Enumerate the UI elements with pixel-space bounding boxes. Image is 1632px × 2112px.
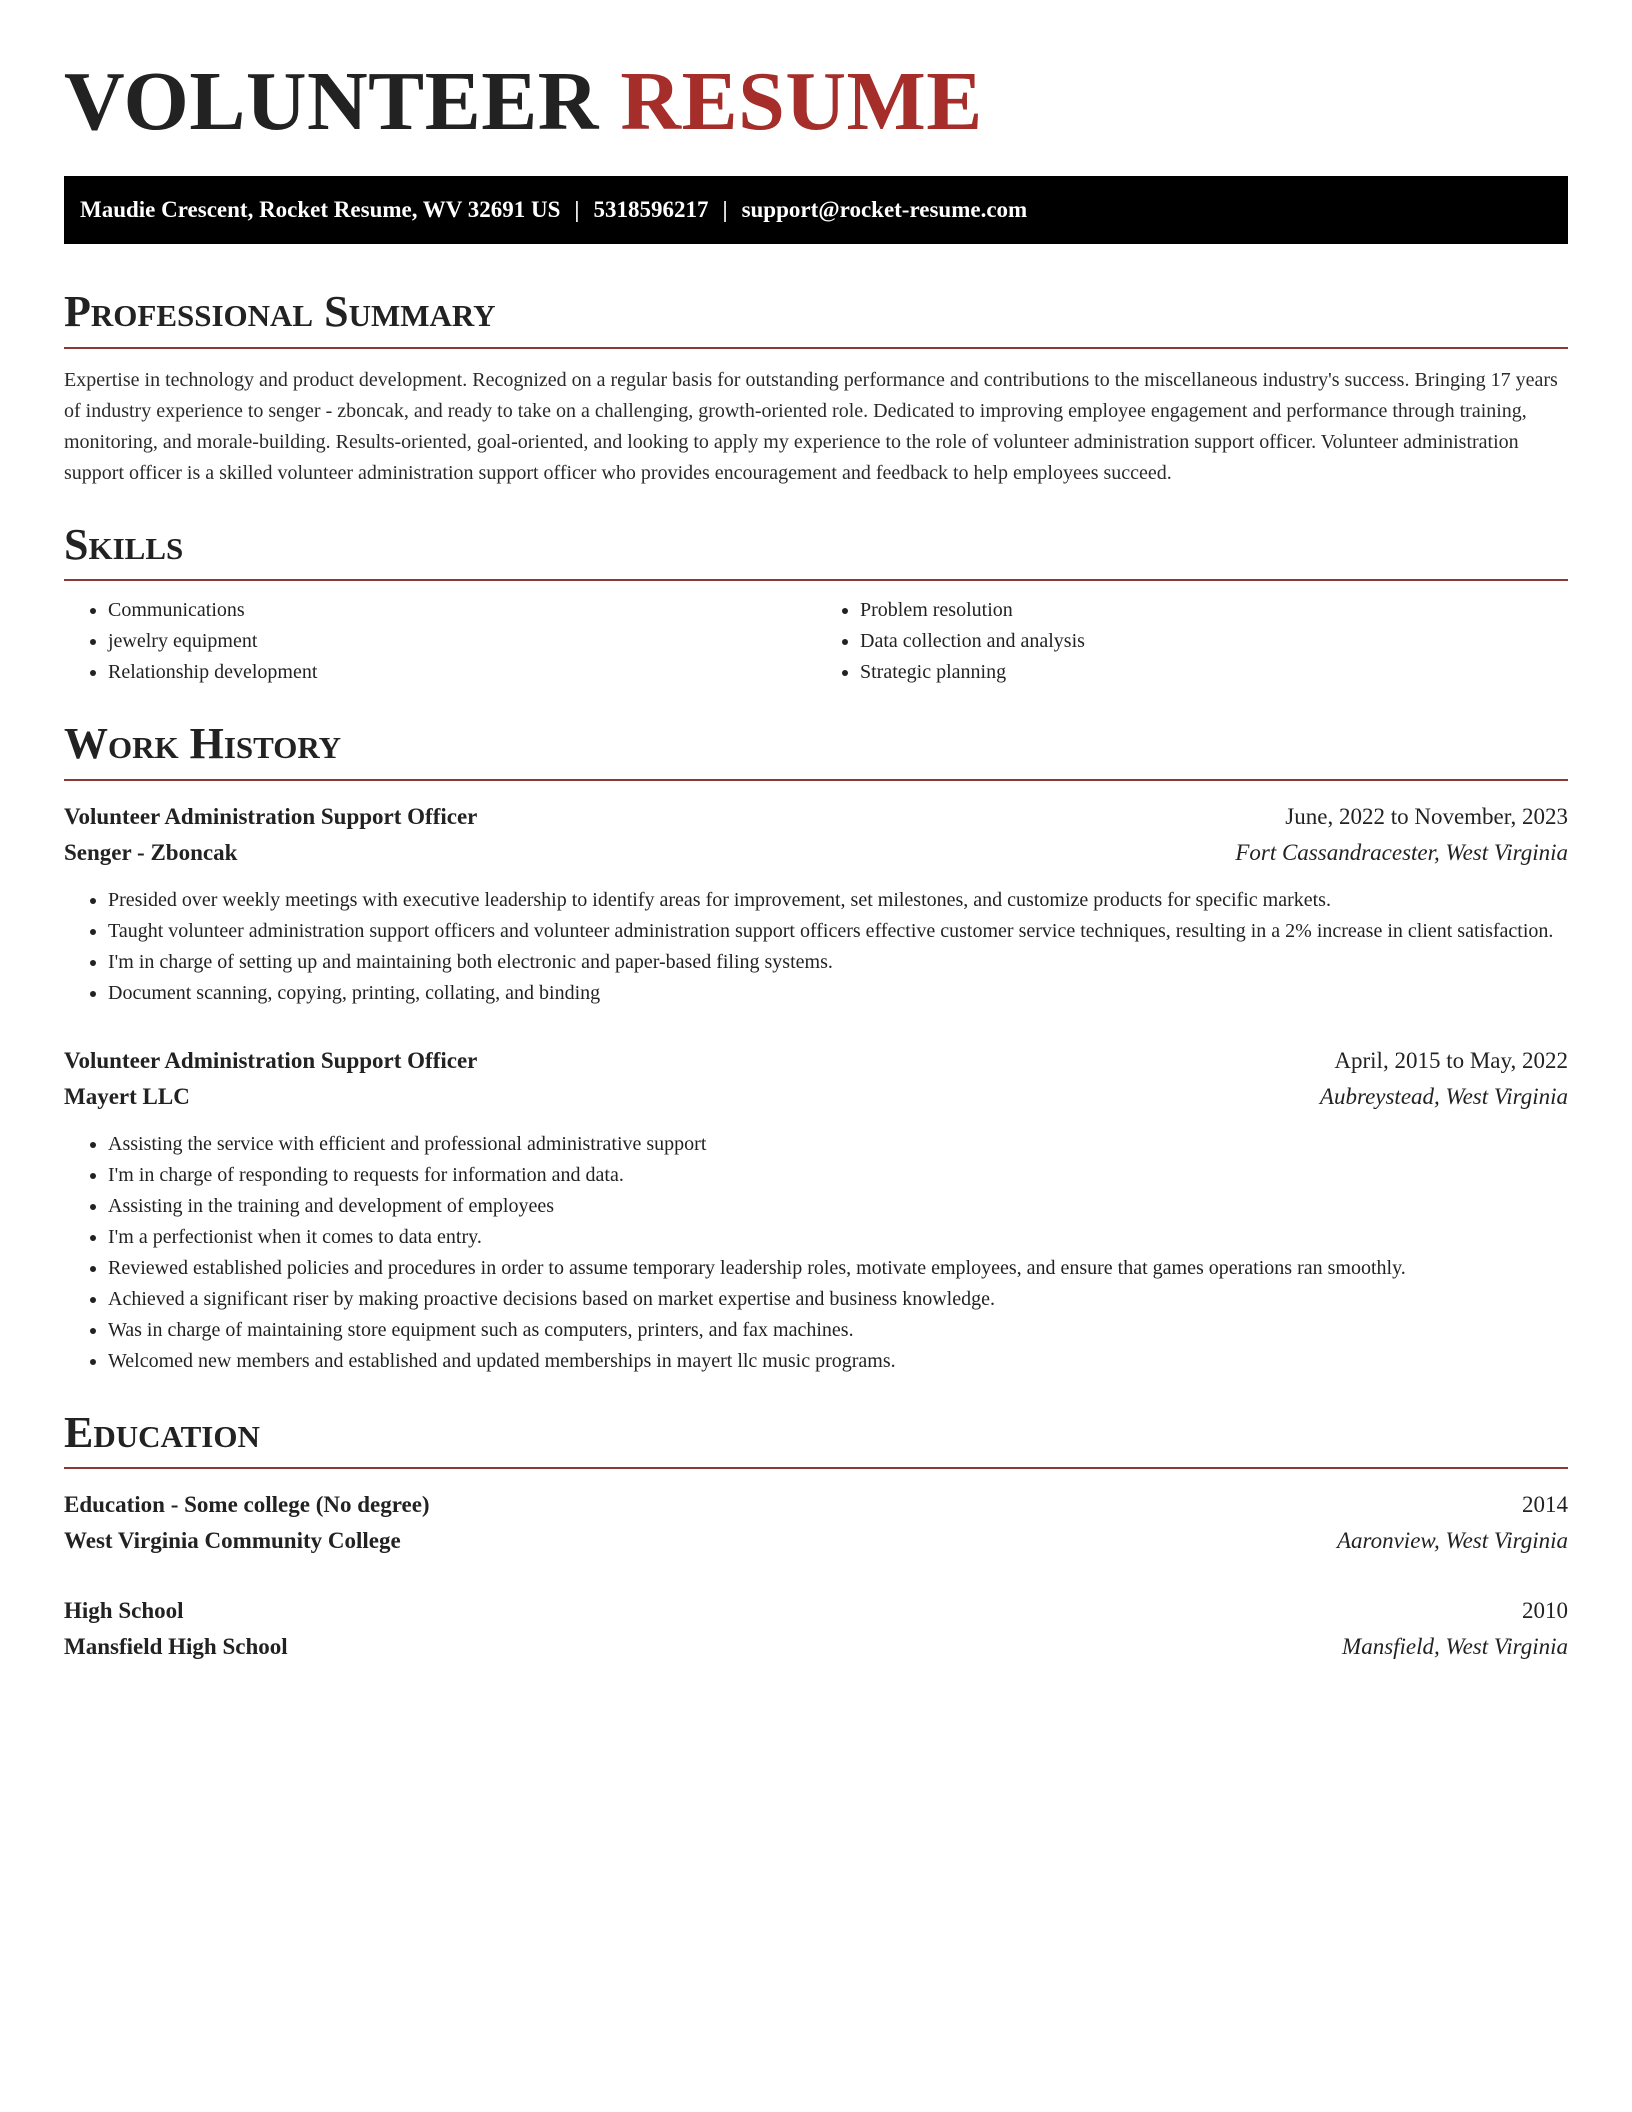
job-bullet: • Presided over weekly meetings with executive leadership to identify areas for improvement, set milestones, and customize products for specific markets. [108,885,1568,916]
job-dates: April, 2015 to May, 2022 [1334,1047,1568,1073]
contact-separator: | [722,197,728,223]
job-bullet: • Document scanning, copying, printing, collating, and binding [108,978,1568,1009]
resume-title [64,56,1568,148]
job-dates: June, 2022 to November, 2023 [1285,803,1568,829]
skill-item: • Strategic planning [860,657,1568,688]
job-bullet: • I'm a perfectionist when it comes to data entry. [108,1222,1568,1253]
education-location: Mansfield, West Virginia [1342,1633,1568,1659]
contact-address: Maudie Crescent, Rocket Resume, WV 32691 US [80,197,561,223]
job-bullet: • Was in charge of maintaining store equipment such as computers, printers, and fax machines. [108,1315,1568,1346]
education-school-row [64,1629,1568,1665]
job-bullet: • Assisting in the training and development of employees [108,1191,1568,1222]
education-school: West Virginia Community College [64,1527,401,1553]
education-degree: Education - Some college (No degree) [64,1491,430,1517]
job-bullet: • I'm in charge of responding to requests for information and data. [108,1160,1568,1191]
skills-list-left [64,595,816,688]
education-entry [64,1593,1568,1665]
education-school-row [64,1523,1568,1559]
skill-item: • Data collection and analysis [860,626,1568,657]
job-company-row [64,1079,1568,1115]
education-heading: Education [64,1409,1568,1469]
education-degree: High School [64,1597,184,1623]
job-location: Aubreystead, West Virginia [1319,1083,1568,1109]
job-entry [64,1043,1568,1377]
job-company: Senger - Zboncak [64,839,238,865]
resume-title-main: VOLUNTEER [64,55,599,148]
summary-heading: Professional Summary [64,288,1568,348]
education-entry [64,1487,1568,1559]
skills-heading: Skills [64,521,1568,581]
education-degree-row [64,1593,1568,1629]
skills-section [64,521,1568,688]
summary-section [64,288,1568,488]
work-section [64,720,1568,1376]
job-location: Fort Cassandracester, West Virginia [1235,839,1568,865]
work-heading: Work History [64,720,1568,780]
job-header-row [64,1043,1568,1079]
job-bullet: • Achieved a significant riser by making proactive decisions based on market expertise and business knowledge. [108,1284,1568,1315]
skills-columns [64,595,1568,688]
education-location: Aaronview, West Virginia [1336,1527,1568,1553]
job-bullet: • Welcomed new members and established and updated memberships in mayert llc music programs. [108,1346,1568,1377]
contact-phone: 5318596217 [593,197,709,223]
resume-title-accent: RESUME [620,55,983,148]
job-bullet: • Reviewed established policies and procedures in order to assume temporary leadership roles, motivate employees, and ensure that games operations ran smoothly. [108,1253,1568,1284]
skill-item: • Problem resolution [860,595,1568,626]
job-bullet: • Taught volunteer administration support officers and volunteer administration support officers effective customer service techniques, resulting in a 2% increase in client satisfaction. [108,916,1568,947]
job-bullets [64,885,1568,1009]
contact-separator: | [574,197,580,223]
contact-email[interactable]: support@rocket-resume.com [741,197,1028,223]
contact-bar [64,176,1568,244]
summary-text: Expertise in technology and product development. Recognized on a regular basis for outstanding performance and contributions to the miscellaneous industry's success. Bringing 17 years of industry experience to senger - zboncak, and ready to take on a challenging, growth-oriented role. Dedicated to improving employee engagement and performance through training, monitoring, and morale-building. Results-oriented, goal-oriented, and looking to apply my experience to the role of volunteer administration support officer. Volunteer administration support officer is a skilled volunteer administration support officer who provides encouragement and feedback to help employees succeed. [64,368,1558,484]
skills-list-right [816,595,1568,688]
job-bullets [64,1129,1568,1377]
education-year: 2010 [1522,1597,1568,1623]
education-year: 2014 [1522,1491,1568,1517]
skill-item: • Relationship development [108,657,816,688]
job-company-row [64,835,1568,871]
education-section [64,1409,1568,1665]
job-entry [64,799,1568,1009]
education-school: Mansfield High School [64,1633,288,1659]
skill-item: • Communications [108,595,816,626]
job-bullet: • Assisting the service with efficient and professional administrative support [108,1129,1568,1160]
skill-item: • jewelry equipment [108,626,816,657]
job-role: Volunteer Administration Support Officer [64,803,478,829]
job-role: Volunteer Administration Support Officer [64,1047,478,1073]
education-degree-row [64,1487,1568,1523]
job-bullet: • I'm in charge of setting up and maintaining both electronic and paper-based filing systems. [108,947,1568,978]
job-company: Mayert LLC [64,1083,190,1109]
job-header-row [64,799,1568,835]
